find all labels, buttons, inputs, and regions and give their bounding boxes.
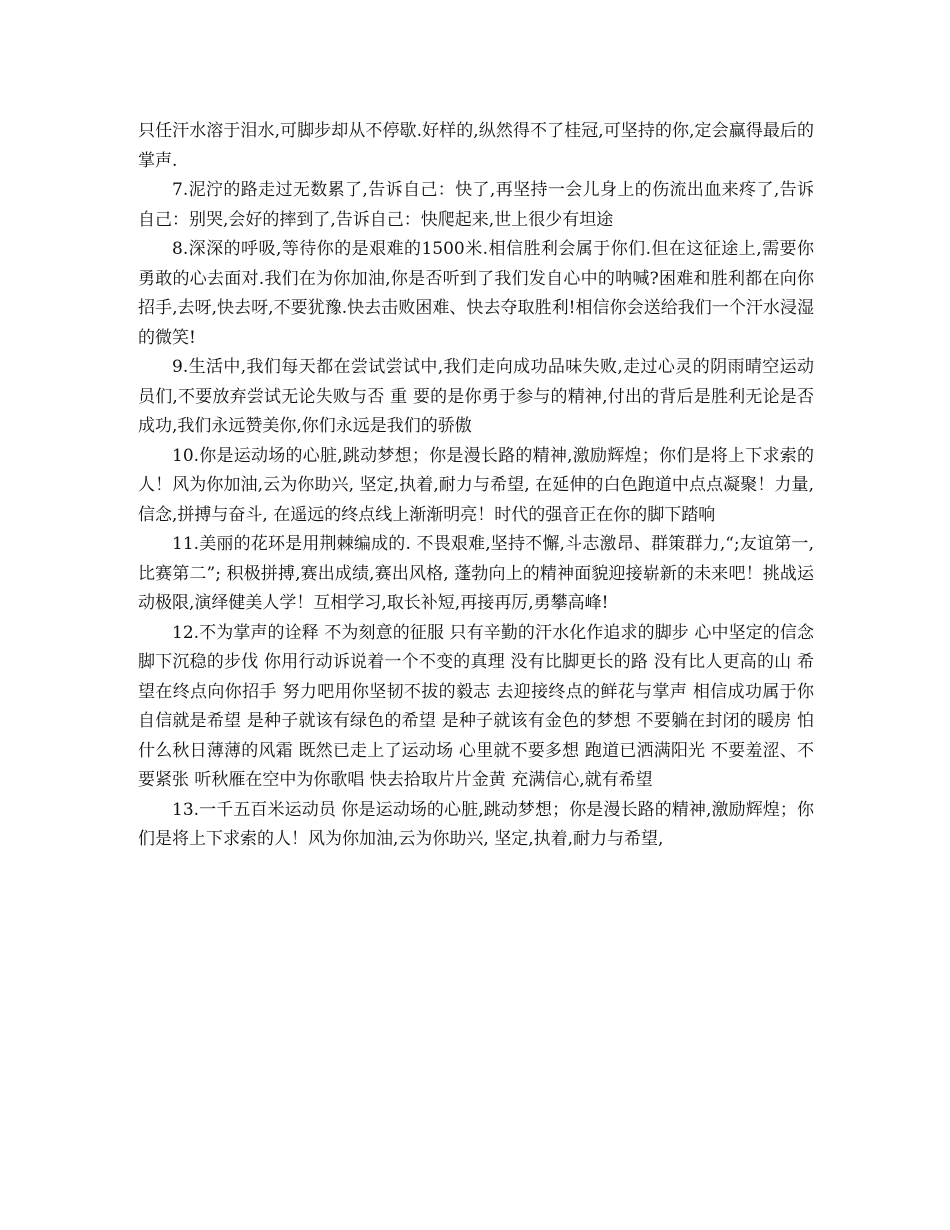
paragraph-continuation: 只任汗水溶于泪水,可脚步却从不停歇.好样的,纵然得不了桂冠,可坚持的你,定会赢得最后的掌声. (138, 121, 814, 171)
paragraph-item-9: 9.生活中,我们每天都在尝试尝试中,我们走向成功品味失败,走过心灵的阴雨晴空运动员们,不要放弃尝试无论失败与否 重 要的是你勇于参与的精神,付出的背后是胜利无论是否成功,我们永远赞美你,你们永远是我们的骄傲 (138, 357, 814, 436)
paragraph-item-7: 7.泥泞的路走过无数累了,告诉自己：快了,再坚持一会儿身上的伤流出血来疼了,告诉自己：别哭,会好的摔到了,告诉自己：快爬起来,世上很少有坦途 (138, 180, 814, 230)
paragraph-item-12: 12.不为掌声的诠释 不为刻意的征服 只有辛勤的汗水化作追求的脚步 心中坚定的信念 脚下沉稳的步伐 你用行动诉说着一个不变的真理 没有比脚更长的路 没有比人更高的山 希望在终点向你招手 努力吧用你坚韧不拔的毅志 去迎接终点的鲜花与掌声 相信成功属于你 自信就是希望 是种子就该有绿色的希望 是种子就该有金色的梦想 不要躺在封闭的暖房 怕什么秋日薄薄的风霜 既然已走上了运动场 心里就不要多想 跑道已洒满阳光 不要羞涩、不要紧张 听秋雁在空中为你歌唱 快去拾取片片金黄 充满信心,就有希望 (138, 622, 814, 790)
paragraph-item-11: 11.美丽的花环是用荆棘编成的. 不畏艰难,坚持不懈,斗志激昂、群策群力,“;友谊第一,比赛第二”; 积极拼搏,赛出成绩,赛出风格, 蓬勃向上的精神面貌迎接崭新的未来吧！挑战运动极限,演绎健美人学！互相学习,取长补短,再接再厉,勇攀高峰! (138, 534, 814, 613)
paragraph-item-13: 13.一千五百米运动员 你是运动场的心脏,跳动梦想；你是漫长路的精神,激励辉煌；你们是将上下求索的人！风为你加油,云为你助兴, 坚定,执着,耐力与希望, (138, 799, 814, 849)
paragraph-item-8: 8.深深的呼吸,等待你的是艰难的1500米.相信胜利会属于你们.但在这征途上,需要你勇敢的心去面对.我们在为你加油,你是否听到了我们发自心中的呐喊?困难和胜利都在向你招手,去呀,快去呀,不要犹豫.快去击败困难、快去夺取胜利!相信你会送给我们一个汗水浸湿的微笑! (138, 239, 814, 348)
paragraph-item-10: 10.你是运动场的心脏,跳动梦想；你是漫长路的精神,激励辉煌；你们是将上下求索的人！风为你加油,云为你助兴, 坚定,执着,耐力与希望, 在延伸的白色跑道中点点凝聚！力量,信念,拼搏与奋斗, 在遥远的终点线上渐渐明亮！时代的强音正在你的脚下踏响 (138, 445, 814, 525)
document-body (138, 117, 814, 855)
